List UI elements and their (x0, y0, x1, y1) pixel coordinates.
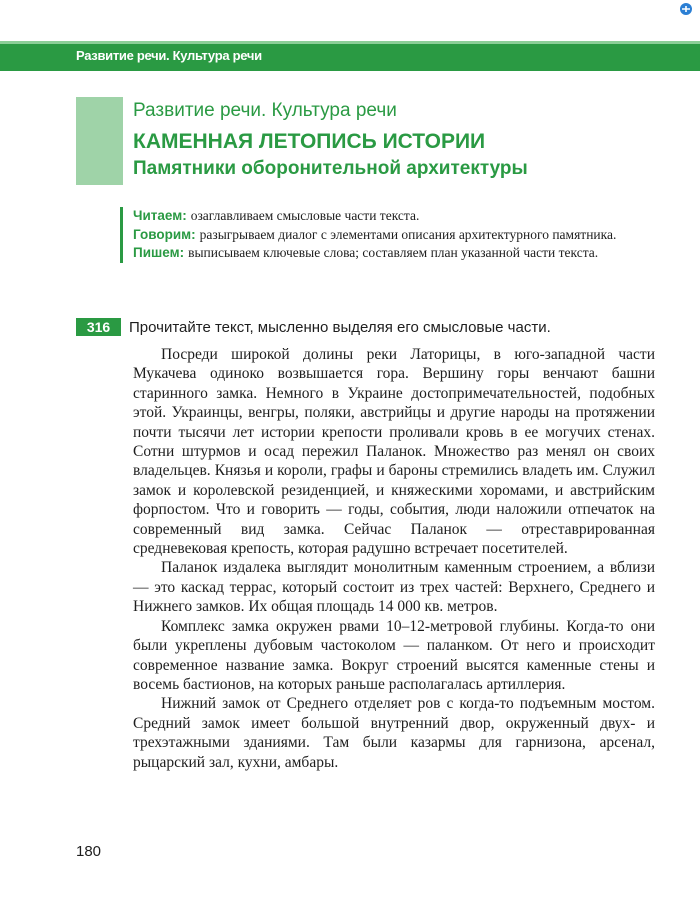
running-head-bar (0, 41, 700, 71)
goal-writing (133, 244, 669, 263)
lesson-title: КАМЕННАЯ ЛЕТОПИСЬ ИСТОРИИ (133, 130, 486, 153)
exercise-number-badge: 316 (76, 318, 121, 336)
goal-text: разыгрываем диалог с элементами описания архитектурного памятника. (199, 226, 617, 242)
goal-key: Говорим: (133, 226, 196, 242)
decorative-side-block (76, 97, 123, 185)
paragraph: Нижний замок от Среднего отделяет ров с когда-то подъемным мостом. Средний замок имеет большой внутренний двор, окруженный двух- и трехэтажными зданиями. Там были казармы для гарнизона, арсенал, рыцарский зал, кухни, амбары. (133, 695, 655, 771)
page-number: 180 (76, 843, 102, 860)
publisher-logo-icon (678, 2, 694, 16)
paragraph: Паланок издалека выглядит монолитным каменным строением, а вблизи — это каскад террас, который состоит из трех частей: Верхнего, Среднего и Нижнего замков. Их общая площадь 14 000 кв. метров. (133, 559, 655, 616)
lesson-goals (120, 207, 669, 263)
paragraph: Посреди широкой долины реки Латорицы, в юго-западной части Мукачева одиноко возвышается гора. Вершину горы венчают башни старинного замка. Немного в Украине достопримечательностей, подобных этой. Украинцы, венгры, поляки, австрийцы и другие народы на протяжении почти тысячи лет истории крепости проливали кровь в ее могучих стенах. Сотни штурмов и осад пережил Паланок. Множество раз менял он своих владельцев. Князья и короли, графы и бароны стремились владеть им. Служил замок и королевской резиденцией, и княжескими хоромами, и австрийским форпостом. Что и говорить — годы, события, люди наложили отпечаток на современный вид замка. Сейчас Паланок — отреставрированная средневековая крепость, которая радушно встречает посетителей. (133, 346, 655, 558)
goal-key: Читаем: (133, 208, 187, 223)
reading-text (133, 345, 655, 772)
running-head: Развитие речи. Культура речи (76, 48, 262, 63)
goal-speaking (133, 226, 669, 245)
section-label: Развитие речи. Культура речи (133, 100, 397, 121)
goal-key: Пишем: (133, 245, 185, 260)
lesson-subtitle: Памятники оборонительной архитектуры (133, 158, 528, 179)
exercise-header (76, 318, 551, 336)
goal-text: озаглавливаем смысловые части текста. (190, 208, 420, 223)
goal-text: выписываем ключевые слова; составляем план указанной части текста. (188, 245, 599, 260)
exercise-instruction: Прочитайте текст, мысленно выделяя его смысловые части. (129, 318, 551, 336)
goal-reading (133, 207, 669, 226)
paragraph: Комплекс замка окружен рвами 10–12-метровой глубины. Когда-то они были укреплены дубовым частоколом — паланком. От него и происходит современное название замка. Вокруг строений высятся каменные стены и восемь бастионов, на которых раньше располагалась артиллерия. (133, 617, 655, 693)
